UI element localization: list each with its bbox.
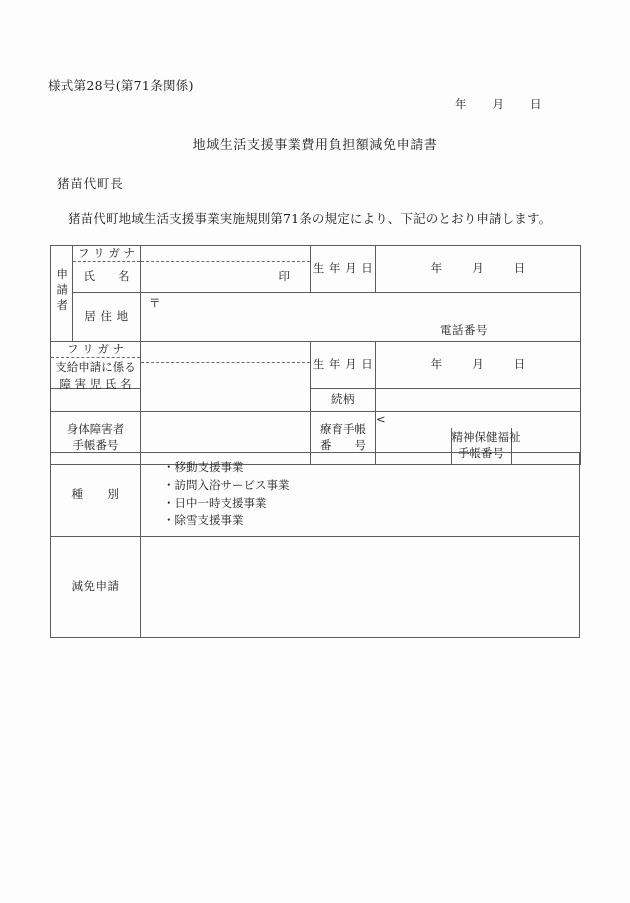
postal-mark-icon: 〒 (149, 296, 161, 310)
birth-month-label: 月 (472, 261, 484, 276)
relationship-input[interactable] (376, 389, 581, 412)
child-birth-day-label: 日 (513, 357, 526, 372)
child-name-label-cell (51, 342, 141, 389)
child-birthdate-input-cell[interactable] (376, 342, 581, 389)
applicant-name-input-cell[interactable] (141, 246, 311, 293)
rehab-handbook-label-line1: 療育手帳 (320, 422, 366, 437)
kind-option-1[interactable]: ・訪問入浴サービス事業 (163, 477, 290, 492)
child-furigana-input[interactable] (141, 347, 310, 363)
request-table (50, 452, 580, 638)
child-birth-month-label: 月 (472, 357, 484, 372)
table-row (51, 246, 581, 293)
kind-option-3[interactable]: ・除雪支援事業 (163, 513, 244, 528)
birthdate-label: 生 年 月 日 (311, 246, 376, 293)
table-row (51, 537, 580, 638)
child-name-input-cell[interactable] (141, 342, 311, 412)
residence-label: 居 住 地 (73, 293, 141, 342)
kind-options-cell[interactable] (141, 453, 580, 537)
child-name-label (51, 358, 140, 391)
furigana-label: フ リ ガ ナ (73, 246, 140, 262)
reduction-label: 減免申請 (51, 537, 141, 638)
submission-date-line (455, 96, 542, 112)
kind-label: 種 別 (51, 453, 141, 537)
child-birth-year-label: 年 (430, 357, 443, 372)
child-birthdate-label: 生 年 月 日 (311, 342, 376, 389)
body-text: 猪苗代町地域生活支援事業実施規則第71条の規定により、下記のとおり申請します。 (68, 211, 552, 226)
birthdate-input-cell[interactable] (376, 246, 581, 293)
mental-handbook-label-line2: 手帳番号 (458, 445, 504, 460)
furigana-input[interactable] (141, 246, 310, 262)
residence-input-cell[interactable] (141, 293, 581, 342)
date-day-label: 日 (530, 97, 542, 111)
child-name-input[interactable] (141, 363, 310, 407)
table-row (51, 453, 580, 537)
mental-handbook-label-line1: 精神保健福祉 (451, 430, 521, 444)
child-furigana-label: フ リ ガ ナ (51, 342, 140, 358)
table-row (51, 342, 581, 389)
physical-handbook-label-line1: 身体障害者 (66, 422, 125, 437)
applicant-table (50, 245, 581, 465)
physical-handbook-label-line2: 手帳番号 (72, 437, 119, 452)
applicant-vertical-label: 申請者 (51, 246, 73, 342)
kind-option-0[interactable]: ・移動支援事業 (163, 460, 244, 474)
child-name-label-line2: 障 害 児 氏 名 (59, 376, 132, 391)
table-row (51, 293, 581, 342)
birth-year-label: 年 (430, 261, 443, 276)
name-input[interactable] (141, 262, 310, 292)
name-label: 氏 名 (83, 269, 130, 284)
telephone-label: 電話番号 (440, 323, 488, 338)
kind-option-2[interactable]: ・日中一時支援事業 (163, 495, 267, 510)
form-number: 様式第28号(第71条関係) (48, 78, 194, 93)
addressee: 猪苗代町長 (57, 176, 124, 191)
page-title: 地域生活支援事業費用負担額減免申請書 (192, 138, 438, 153)
rehab-and-mental-cell: < 精神保健福祉 手帳番号 (376, 412, 581, 465)
child-name-label-line1: 支給申請に係る (55, 360, 136, 374)
relationship-label: 続柄 (311, 389, 376, 412)
rehab-handbook-label-line2: 番 号 (320, 437, 366, 452)
kind-options-list (141, 453, 579, 536)
reduction-input[interactable] (141, 537, 580, 638)
date-year-label: 年 (455, 97, 467, 111)
applicant-name-label-cell (73, 246, 141, 293)
date-month-label: 月 (492, 97, 504, 111)
seal-mark: 印 (278, 269, 290, 284)
birth-day-label: 日 (513, 261, 526, 276)
